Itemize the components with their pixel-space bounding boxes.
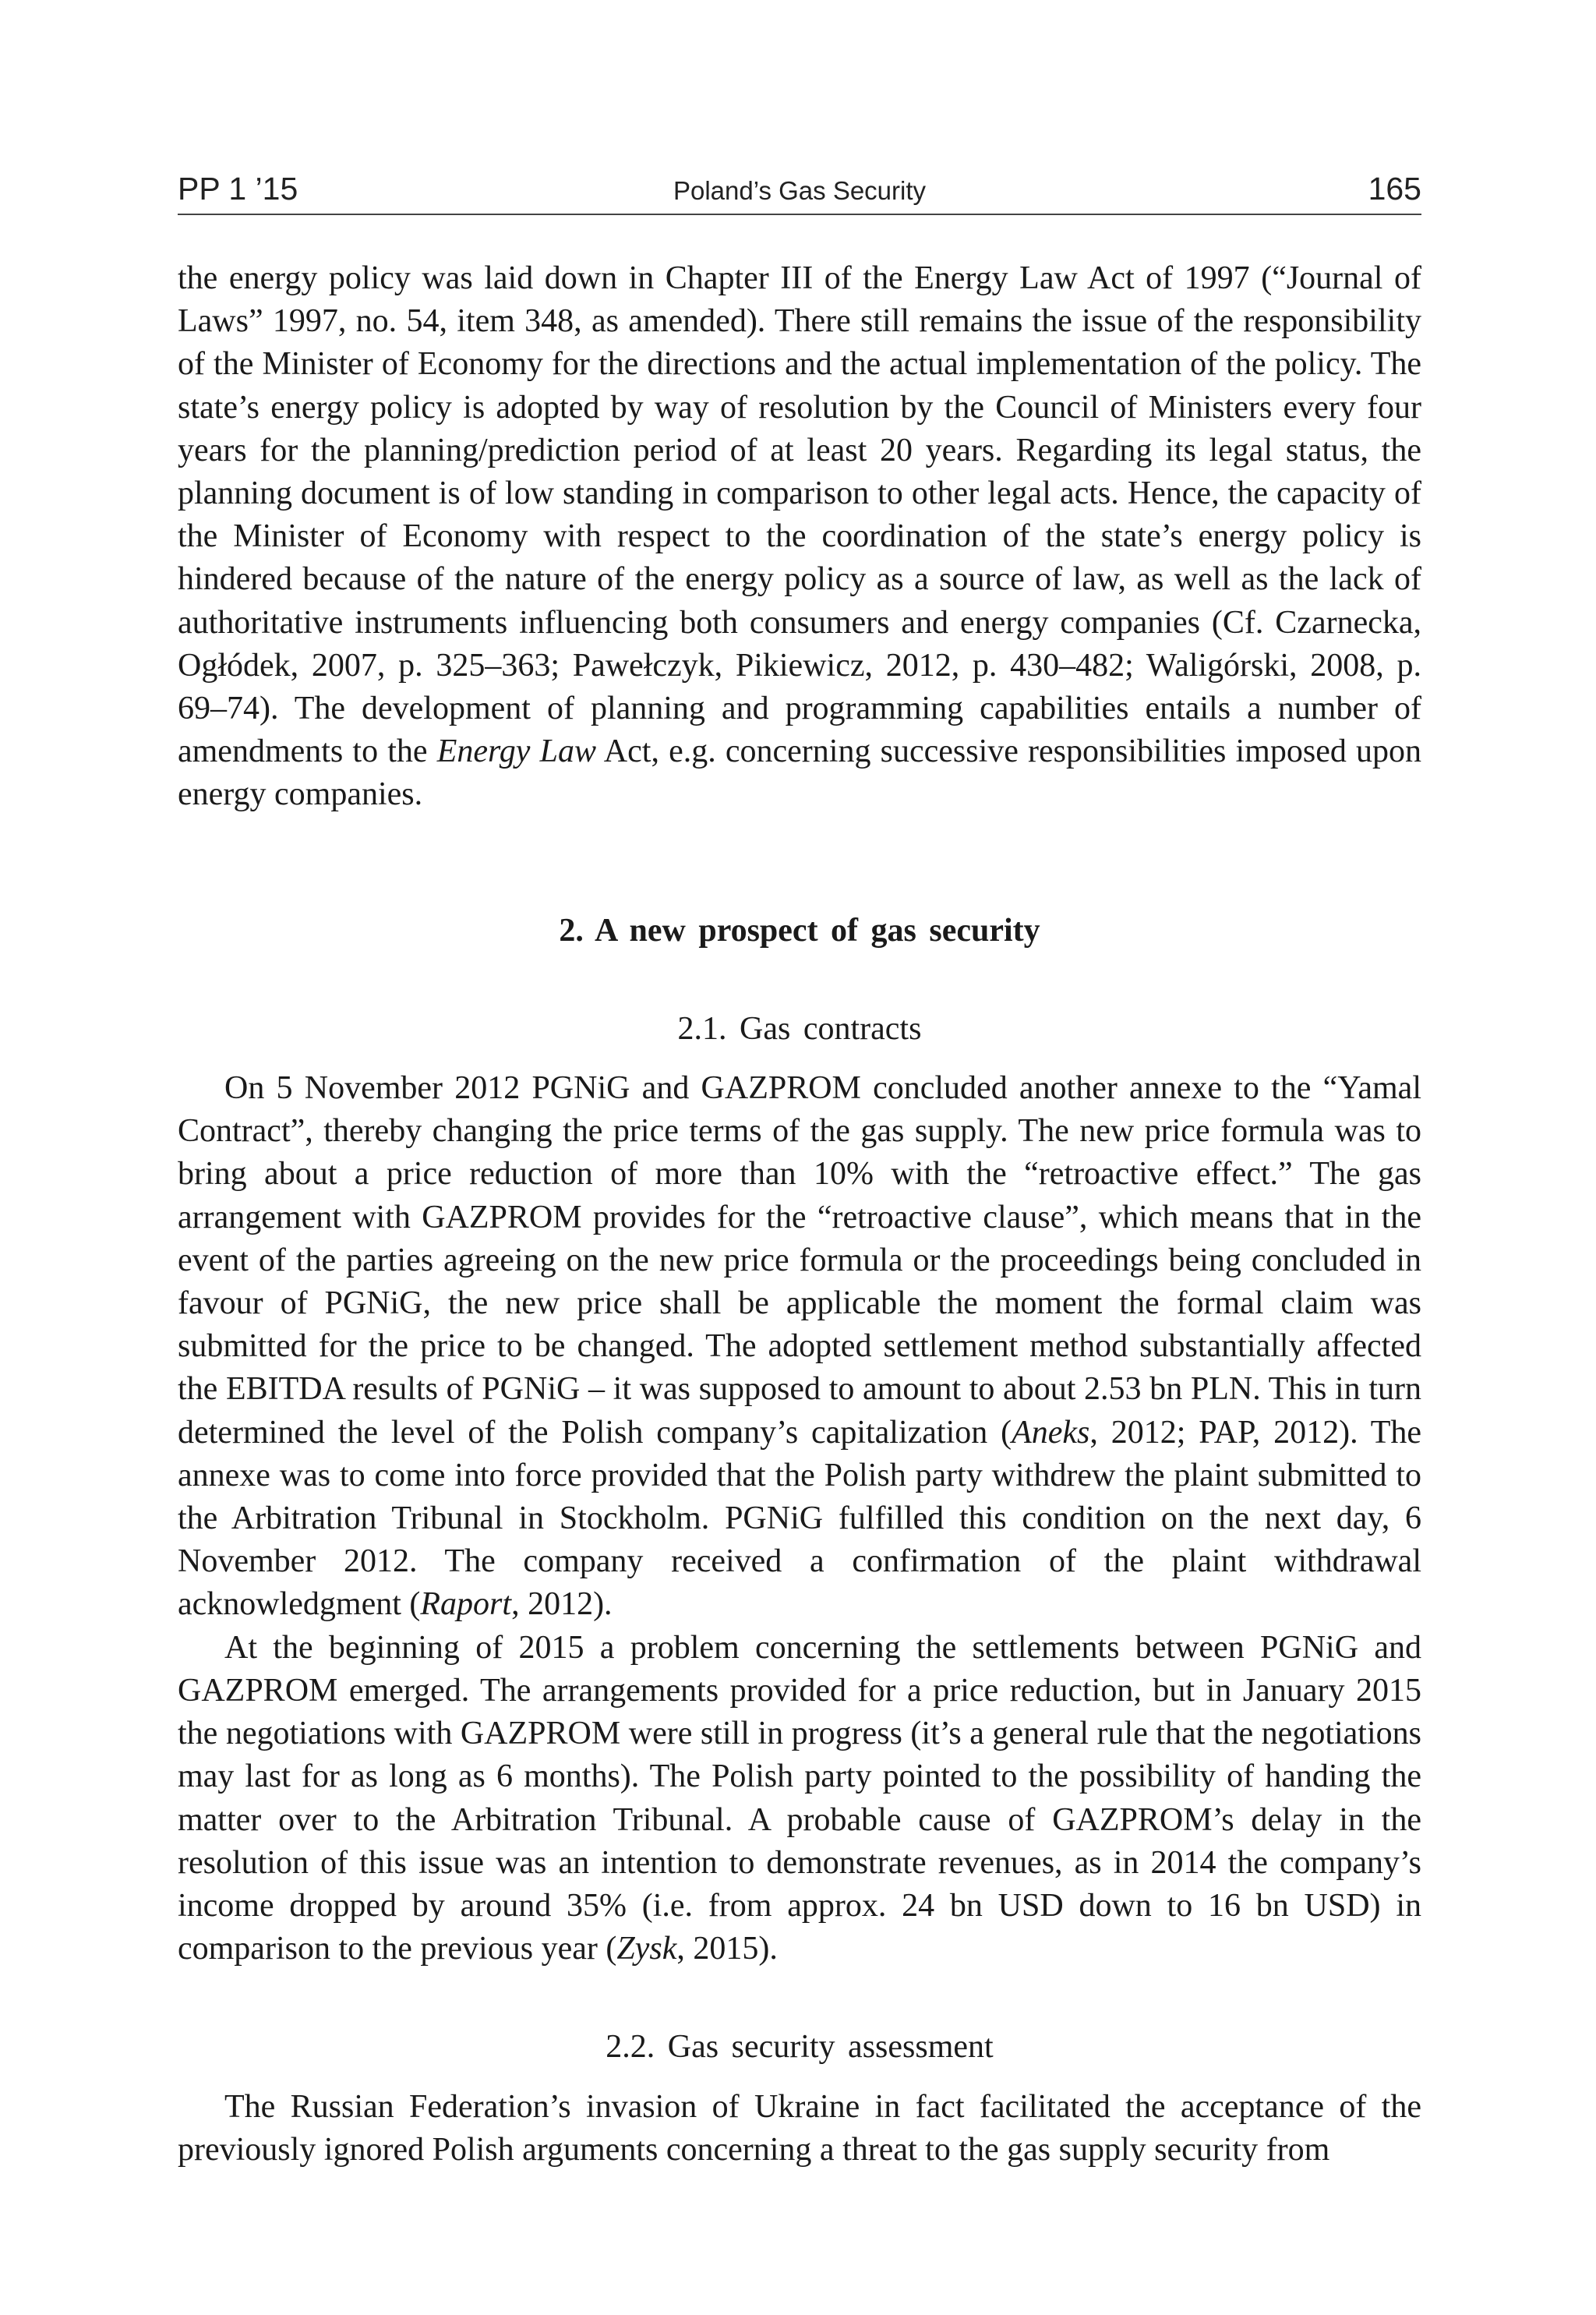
paragraph-text: , 2015). <box>676 1931 778 1967</box>
paragraph-settlements <box>178 1627 1421 1971</box>
page-number: 165 <box>1368 171 1421 207</box>
paragraph-text: the energy policy was laid down in Chapter III of the Energy Law Act of 1997 (“Journal of Laws” 1997, no. 54, item 348, as amended). There still remains the issue of the responsibility of the Minister of Economy for the directions and the actual implementation of the policy. The state’s energy policy is adopted by way of resolution by the Council of Ministers every four years for the planning/prediction period of at least 20 years. Regarding its legal status, the planning document is of low standing in comparison to other legal acts. Hence, the capacity of the Minister of Economy with respect to the coordination of the state’s energy policy is hindered because of the nature of the energy policy as a source of law, as well as the lack of authoritative instruments influencing both consumers and energy companies (Cf. Czarnecka, Ogłódek, 2007, p. 325–363; Pawełczyk, Pikiewicz, 2012, p. 430–482; Waligórski, 2008, p. 69–74). The development of planning and programming capabilities entails a number of amendments to the <box>178 260 1421 770</box>
journal-issue: PP 1 ’15 <box>178 171 298 207</box>
italic-text: Energy Law <box>436 733 596 770</box>
italic-text: Zysk <box>616 1931 677 1967</box>
section-heading: 2. A new prospect of gas security <box>559 912 1040 949</box>
paragraph-text: Act, e.g. concerning successive responsibilities imposed upon energy companies. <box>178 733 1421 813</box>
paragraph-text: The Russian Federation’s invasion of Ukraine in fact facilitated the acceptance of the previously ignored Polish arguments concerning a threat to the gas supply security from <box>178 2088 1421 2168</box>
paragraph-text: On 5 November 2012 PGNiG and GAZPROM concluded another annexe to the “Yamal Contract”, thereby changing the price terms of the gas supply. The new price formula was to bring about a price reduction of more than 10% with the “retroactive effect.” The gas arrangement with GAZPROM provides for the “retroactive clause”, which means that in the event of the parties agreeing on the new price formula or the proceedings being concluded in favour of PGNiG, the new price shall be applicable the moment the formal claim was submitted for the price to be changed. The adopted settlement method substantially affected the EBITDA results of PGNiG – it was supposed to amount to about 2.53 bn PLN. This in turn determined the level of the Polish company’s capitalization ( <box>178 1070 1421 1451</box>
paragraph-text: , 2012; PAP, 2012). The annexe was to come into force provided that the Polish party withdrew the plaint submitted to the Arbitration Tribunal in Stockholm. PGNiG fulfilled this condition on the next day, 6 November 2012. The company received a confirmation of the plaint withdrawal acknowledgment ( <box>178 1414 1421 1623</box>
paragraph-text: At the beginning of 2015 a problem concerning the settlements between PGNiG and GAZPROM emerged. The arrangements provided for a price reduction, but in January 2015 the negotiations with GAZPROM were still in progress (it’s a general rule that the negotiations may last for as long as 6 months). The Polish party pointed to the possibility of handing the matter over to the Arbitration Tribunal. A probable cause of GAZPROM’s delay in the resolution of this issue was an intention to demonstrate revenues, as in 2014 the company’s income dropped by around 35% (i.e. from approx. 24 bn USD down to 16 bn USD) in comparison to the previous year ( <box>178 1629 1421 1967</box>
italic-text: Raport <box>420 1586 512 1623</box>
paragraph-gas-contracts <box>178 1067 1421 1627</box>
subsection-heading-gas-security-assessment: 2.2. Gas security assessment <box>606 2029 994 2066</box>
body-text <box>178 257 1421 2172</box>
running-title: Poland’s Gas Security <box>673 176 927 205</box>
running-header <box>178 165 1421 215</box>
paragraph-text: , 2012). <box>511 1586 613 1623</box>
italic-text: Aneks <box>1012 1414 1090 1451</box>
subsection-heading-gas-contracts: 2.1. Gas contracts <box>677 1010 922 1047</box>
paragraph-energy-policy <box>178 257 1421 817</box>
paragraph-russian-invasion <box>178 2086 1421 2172</box>
